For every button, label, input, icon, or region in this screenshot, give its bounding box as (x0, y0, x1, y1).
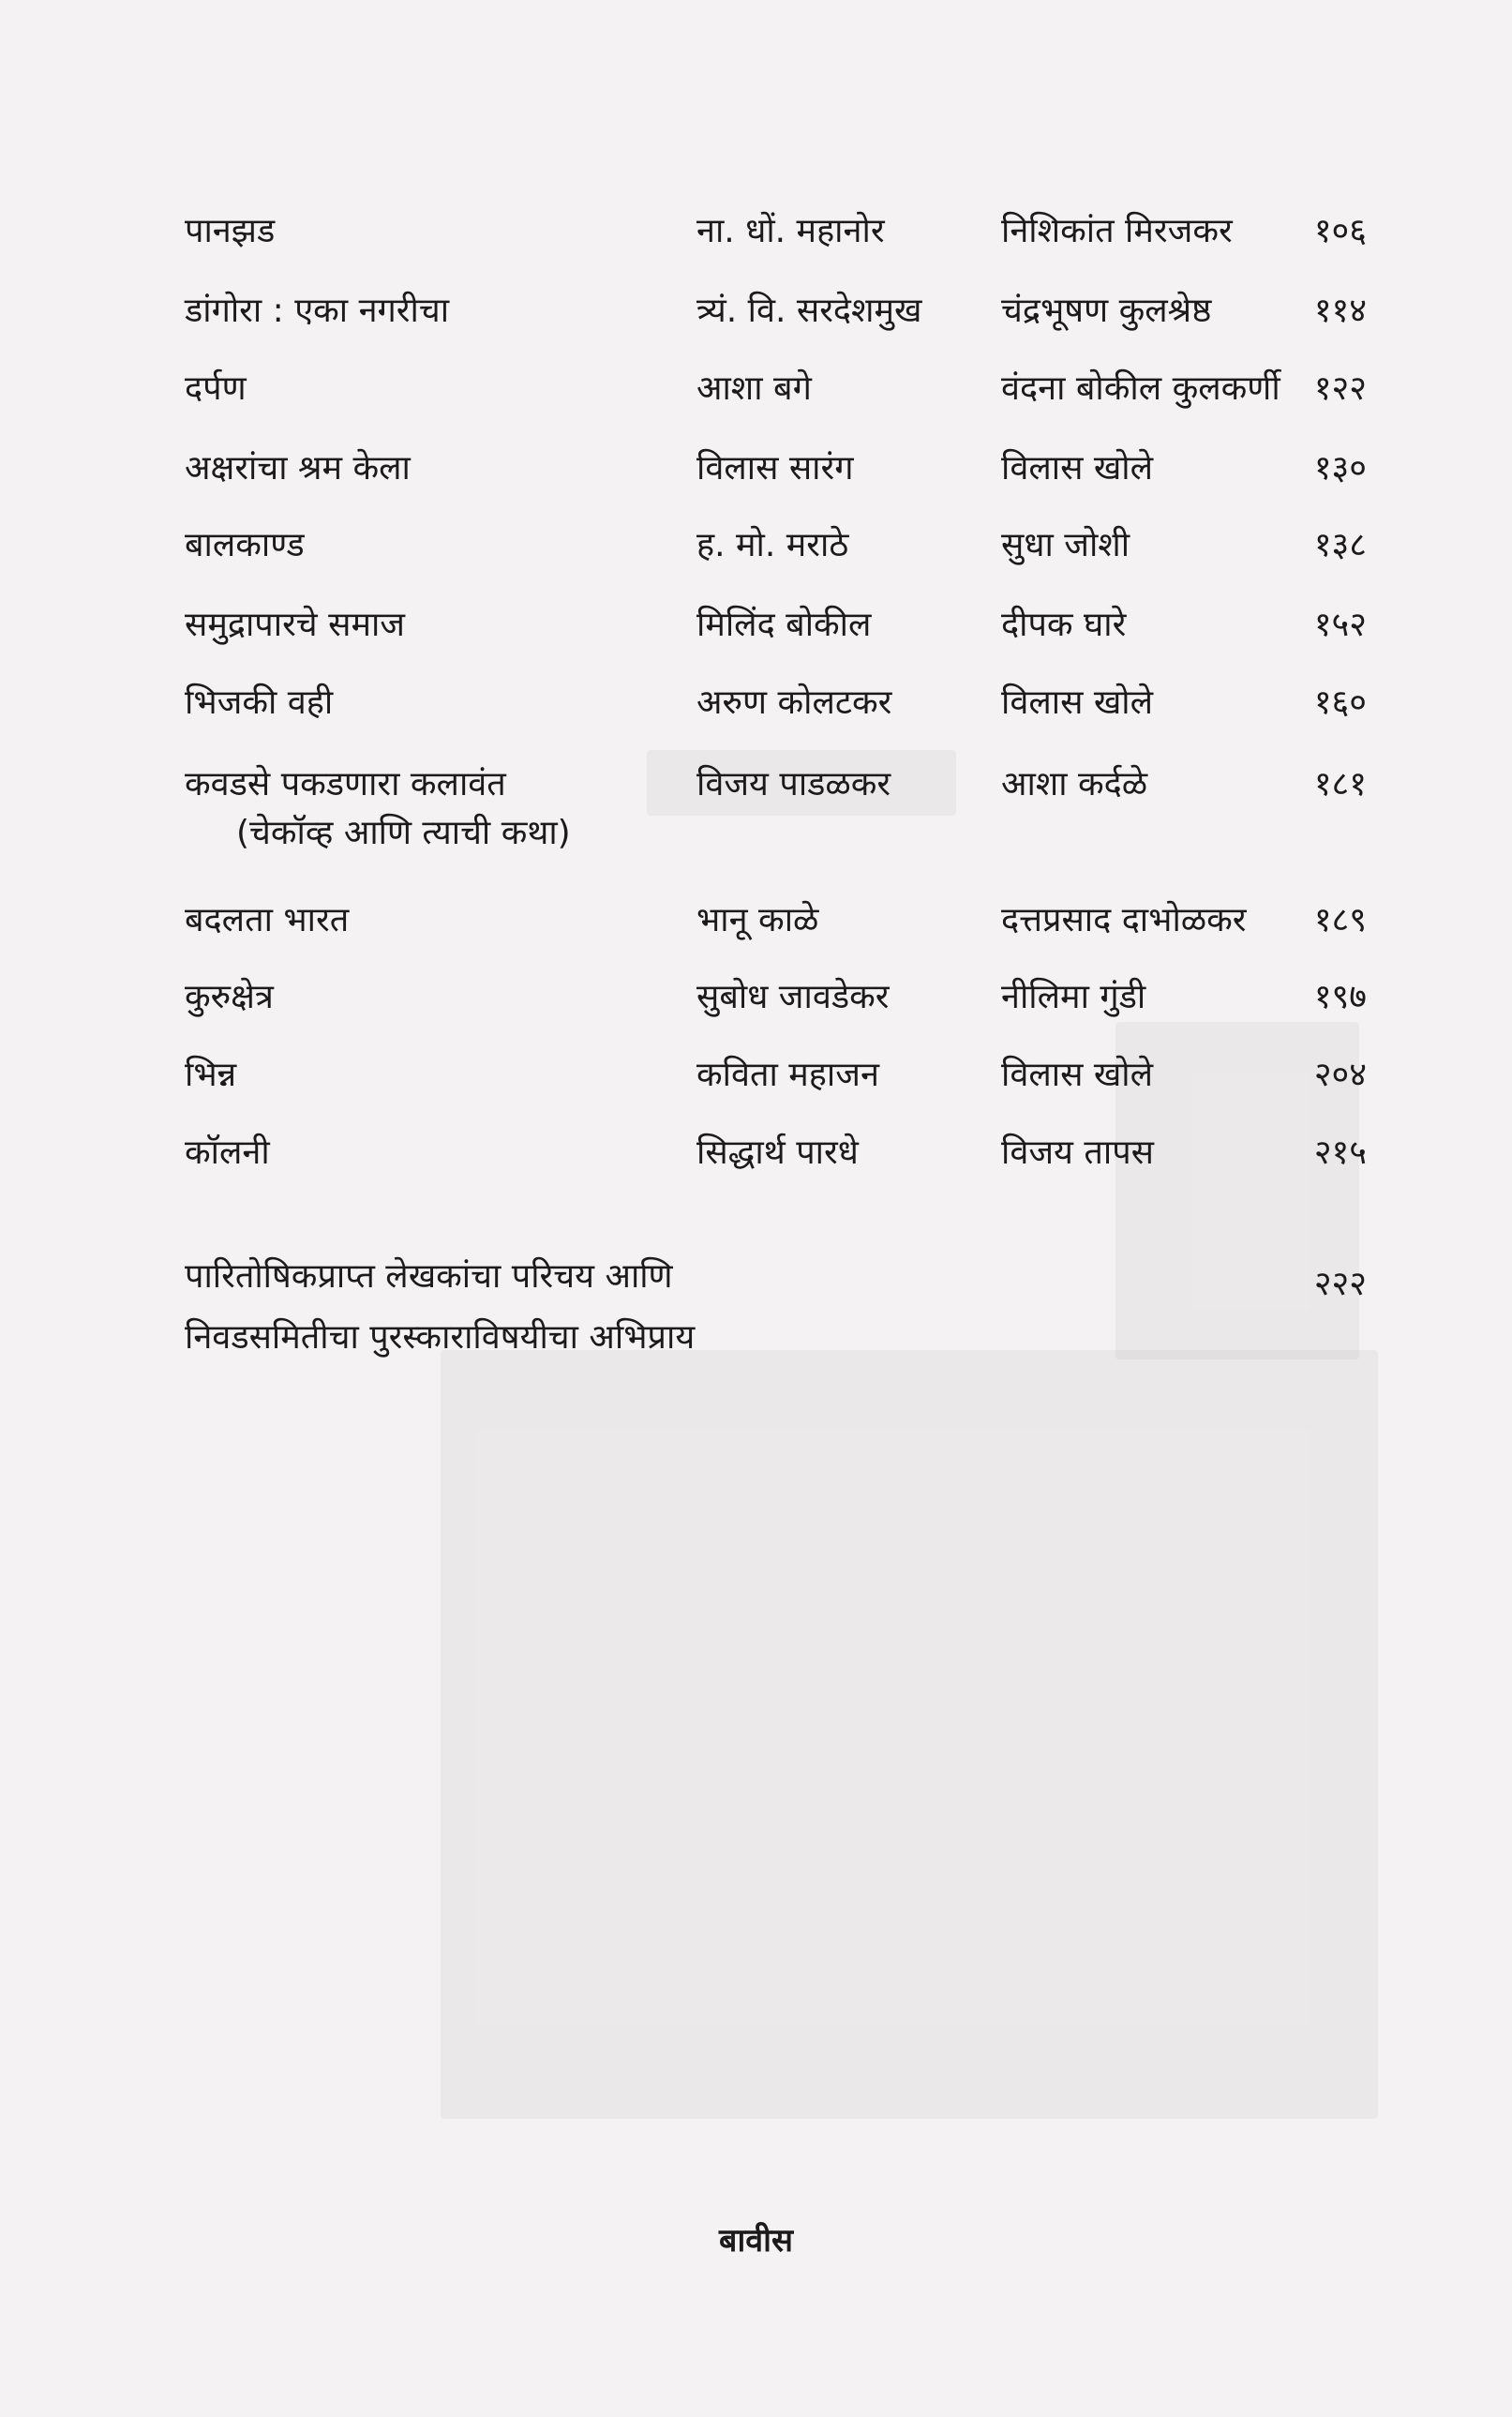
entry-title: पानझड (185, 212, 276, 250)
entry-page-number: १५२ (1313, 606, 1367, 644)
closing-page-number: २२२ (1313, 1265, 1367, 1303)
entry-title: बालकाण्ड (185, 526, 305, 564)
toc-entry (0, 1133, 1512, 1208)
entry-translator: विलास खोले (1001, 683, 1154, 722)
entry-title: दर्पण (185, 369, 247, 408)
entry-translator: आशा कर्दळे (1001, 765, 1148, 803)
entry-author: ह. मो. मराठे (696, 526, 849, 564)
toc-entry (0, 605, 1512, 680)
entry-title: कवडसे पकडणारा कलावंत (185, 765, 506, 803)
entry-translator: दत्तप्रसाद दाभोळकर (1001, 901, 1247, 939)
entry-page-number: १३८ (1313, 526, 1367, 564)
toc-entry (0, 368, 1512, 443)
toc-entry (0, 211, 1512, 286)
show-through-block (441, 1350, 1378, 2119)
entry-page-number: २०४ (1313, 1056, 1367, 1094)
entry-author: विलास सारंग (696, 449, 854, 488)
entry-page-number: १९७ (1313, 978, 1367, 1016)
entry-author: सुबोध जावडेकर (696, 978, 890, 1016)
entry-title: डांगोरा : एका नगरीचा (185, 292, 450, 330)
toc-entry (0, 1055, 1512, 1130)
closing-line-1: पारितोषिकप्राप्त लेखकांचा परिचय आणि (185, 1257, 673, 1296)
entry-translator: वंदना बोकील कुलकर्णी (1001, 369, 1280, 408)
page-folio: बावीस (719, 2222, 793, 2259)
entry-translator: चंद्रभूषण कुलश्रेष्ठ (1001, 292, 1212, 330)
entry-author: त्र्यं. वि. सरदेशमुख (696, 292, 922, 330)
entry-author: आशा बगे (696, 369, 812, 408)
entry-subtitle: (चेकॉव्ह आणि त्याची कथा) (236, 814, 571, 852)
toc-entry (0, 900, 1512, 975)
entry-author: अरुण कोलटकर (696, 683, 892, 722)
toc-entry (0, 291, 1512, 366)
entry-page-number: १८१ (1313, 765, 1367, 803)
closing-entry (0, 1256, 1512, 1369)
toc-entry (0, 525, 1512, 600)
toc-entry (0, 683, 1512, 758)
entry-translator: विजय तापस (1001, 1133, 1155, 1172)
entry-page-number: १०६ (1313, 212, 1367, 250)
entry-translator: सुधा जोशी (1001, 526, 1130, 564)
entry-title: भिजकी वही (185, 683, 334, 722)
entry-page-number: १३० (1313, 449, 1367, 488)
entry-title: भिन्न (185, 1056, 237, 1094)
entry-author: ना. धों. महानोर (696, 212, 885, 250)
toc-entry (0, 448, 1512, 523)
entry-author: मिलिंद बोकील (696, 606, 872, 644)
entry-title: कुरुक्षेत्र (185, 978, 274, 1016)
entry-translator: दीपक घारे (1001, 606, 1127, 644)
entry-title: कॉलनी (185, 1133, 270, 1172)
entry-page-number: ११४ (1313, 292, 1367, 330)
entry-author: भानू काळे (696, 901, 819, 939)
entry-title: बदलता भारत (185, 901, 350, 939)
closing-line-2: निवडसमितीचा पुरस्काराविषयीचा अभिप्राय (185, 1318, 696, 1357)
toc-entry (0, 977, 1512, 1052)
entry-title: समुद्रापारचे समाज (185, 606, 406, 644)
entry-page-number: १८९ (1313, 901, 1367, 939)
entry-author: सिद्धार्थ पारधे (696, 1133, 859, 1172)
entry-page-number: १६० (1313, 683, 1367, 722)
entry-translator: निशिकांत मिरजकर (1001, 212, 1233, 250)
entry-author: कविता महाजन (696, 1056, 879, 1094)
entry-translator: विलास खोले (1001, 1056, 1154, 1094)
entry-translator: विलास खोले (1001, 449, 1154, 488)
entry-page-number: १२२ (1313, 369, 1367, 408)
entry-translator: नीलिमा गुंडी (1001, 978, 1146, 1016)
entry-title: अक्षरांचा श्रम केला (185, 449, 411, 488)
toc-entry (0, 764, 1512, 852)
entry-author: विजय पाडळकर (696, 765, 891, 803)
entry-page-number: २१५ (1313, 1133, 1367, 1172)
